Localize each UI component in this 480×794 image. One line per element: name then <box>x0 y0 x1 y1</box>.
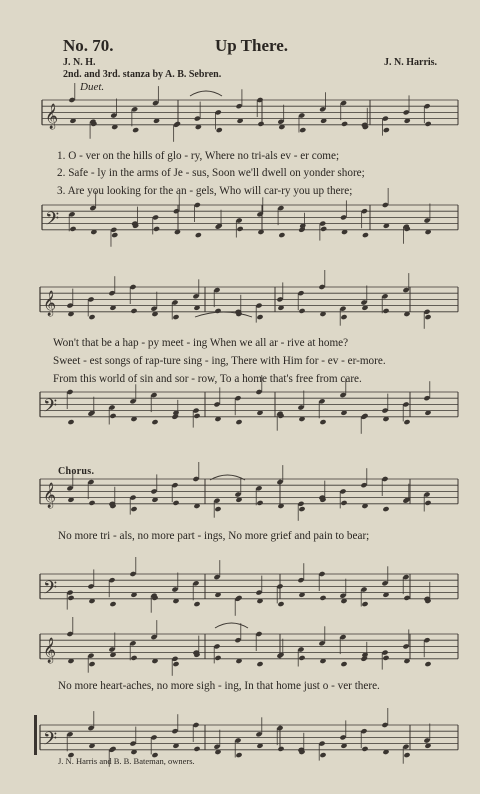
music-composer: J. N. Harris. <box>384 57 438 68</box>
note-head <box>361 746 368 752</box>
note-head <box>340 661 347 667</box>
treble-clef: 𝄞 <box>43 482 57 508</box>
note-head <box>235 752 242 758</box>
bass-clef: 𝄢 <box>43 577 58 603</box>
note-head <box>299 127 306 133</box>
note-head <box>193 413 200 419</box>
note-head <box>193 601 200 607</box>
note-head <box>132 127 139 133</box>
note-head <box>340 314 347 320</box>
stanza-credit: 2nd. and 3rd. stanza by A. B. Sebren. <box>63 69 222 80</box>
note-head <box>172 314 179 320</box>
note-head <box>153 226 160 232</box>
note-head <box>424 314 431 320</box>
slur <box>190 91 222 96</box>
note-head <box>88 500 95 506</box>
note-head <box>277 746 284 752</box>
note-head <box>111 232 118 238</box>
note-head <box>403 419 410 425</box>
note-head <box>216 127 223 133</box>
note-head <box>298 308 305 314</box>
note-head <box>109 601 116 607</box>
verse-3-line-1: 3. Are you looking for the an - gels, Who will car-ry you up there; <box>57 185 353 197</box>
note-head <box>361 601 368 607</box>
note-head <box>298 655 305 661</box>
note-head <box>235 419 242 425</box>
hymn-number: No. 70. <box>63 36 114 55</box>
treble-clef: 𝄞 <box>43 637 57 663</box>
treble-clef: 𝄞 <box>43 290 57 316</box>
note-head <box>237 226 244 232</box>
copyright-owners: J. N. Harris and B. B. Bateman, owners. <box>58 756 195 766</box>
note-head <box>67 595 74 601</box>
verse-1-line-1: 1. O - ver on the hills of glo - ry, Where no tri-als ev - er come; <box>57 150 340 162</box>
note-head <box>383 127 390 133</box>
note-head <box>382 655 389 661</box>
chorus-line-1: No more tri - als, no more part - ings, No more grief and pain to bear; <box>58 530 370 542</box>
note-head <box>256 500 263 506</box>
words-author: J. N. H. <box>63 57 96 68</box>
note-head <box>130 308 137 314</box>
note-head <box>88 661 95 667</box>
note-head <box>382 506 389 512</box>
verse-2-line-2: Sweet - est songs of rap-ture sing - ing, There with Him for - ev - er-more. <box>53 355 386 367</box>
note-head <box>172 661 179 667</box>
note-head <box>130 506 137 512</box>
verse-2-line-1: 2. Safe - ly in the arms of Je - sus, Soon we'll dwell on yonder shore; <box>57 167 365 179</box>
verse-3-line-2: From this world of sin and sor - row, To a home that's free from care. <box>53 373 362 385</box>
note-head <box>69 226 76 232</box>
slur <box>195 312 252 317</box>
note-head <box>109 413 116 419</box>
note-head <box>277 601 284 607</box>
note-head <box>195 232 202 238</box>
note-head <box>341 121 348 127</box>
note-head <box>88 314 95 320</box>
note-head <box>319 752 326 758</box>
note-head <box>214 308 221 314</box>
note-head <box>172 500 179 506</box>
note-head <box>298 506 305 512</box>
note-head <box>256 661 263 667</box>
hymn-title: Up There. <box>215 36 289 55</box>
note-head <box>193 746 200 752</box>
bass-clef: 𝄢 <box>43 395 58 421</box>
note-head <box>257 121 264 127</box>
note-head <box>362 232 369 238</box>
chorus-line-2: No more heart-aches, no more sigh - ing, In that home just o - ver there. <box>58 680 380 692</box>
note-head <box>319 595 326 601</box>
bass-clef: 𝄢 <box>45 208 60 234</box>
note-head <box>425 121 432 127</box>
performance-marking: Duet. <box>80 81 105 93</box>
slur <box>215 623 248 628</box>
chorus-label: Chorus. <box>58 466 95 477</box>
note-head <box>214 506 221 512</box>
note-head <box>320 226 327 232</box>
note-head <box>424 500 431 506</box>
treble-clef: 𝄞 <box>45 103 59 129</box>
note-head <box>130 655 137 661</box>
note-head <box>214 655 221 661</box>
note-head <box>382 308 389 314</box>
note-head <box>340 500 347 506</box>
note-head <box>278 232 285 238</box>
note-head <box>151 419 158 425</box>
note-head <box>403 752 410 758</box>
verse-1-line-2: Won't that be a hap - py meet - ing When we all ar - rive at home? <box>53 337 349 349</box>
note-head <box>424 661 431 667</box>
note-head <box>67 419 74 425</box>
brace-mark <box>34 715 37 755</box>
bass-clef: 𝄢 <box>43 728 58 754</box>
note-head <box>319 419 326 425</box>
note-head <box>256 314 263 320</box>
